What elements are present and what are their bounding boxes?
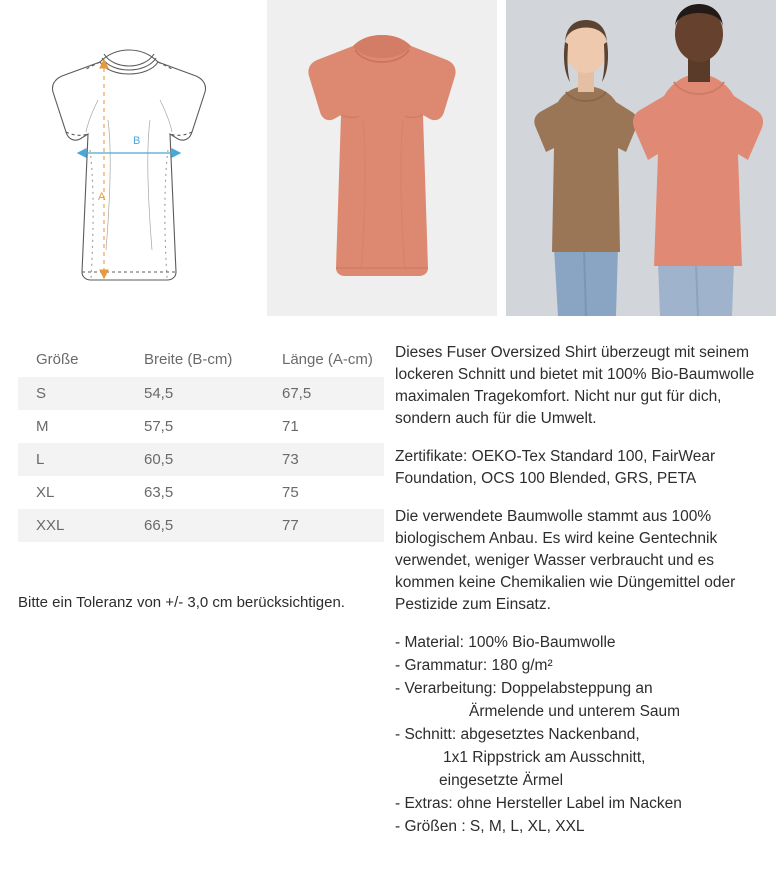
cell-length: 67,5: [264, 377, 384, 410]
column-header-length: Länge (A-cm): [264, 342, 384, 377]
description-paragraph-1: Dieses Fuser Oversized Shirt überzeugt mit seinem lockeren Schnitt und bietet mit 100% Bio-Baumwolle maximalen Tragekomfort. Nicht nur gut für dich, sondern auch für die Umwelt.: [395, 344, 755, 427]
cell-length: 73: [264, 443, 384, 476]
measure-label-a: A: [98, 191, 106, 203]
spec-extras: - Extras: ohne Hersteller Label im Nacken: [395, 794, 682, 812]
product-details-section: [0, 316, 777, 838]
cell-width: 66,5: [126, 509, 264, 542]
table-header-row: [18, 342, 384, 377]
cell-size: S: [18, 377, 126, 410]
description-certificates: Zertifikate: OEKO-Tex Standard 100, FairWear Foundation, OCS 100 Blended, GRS, PETA: [395, 448, 716, 487]
cell-length: 75: [264, 476, 384, 509]
technical-drawing-image: [0, 0, 258, 316]
cell-width: 57,5: [126, 410, 264, 443]
column-header-size: Größe: [18, 342, 126, 377]
model-photo-image: [506, 0, 776, 316]
spec-schnitt-continued-1: 1x1 Rippstrick am Ausschnitt,: [443, 748, 646, 766]
spec-groessen: - Größen : S, M, L, XL, XXL: [395, 817, 585, 835]
shirt-technical-svg: [0, 0, 258, 316]
cell-size: L: [18, 443, 126, 476]
specifications-list: [395, 632, 767, 838]
cell-size: XXL: [18, 509, 126, 542]
cell-width: 60,5: [126, 443, 264, 476]
product-image-gallery: [0, 0, 777, 316]
spec-schnitt: - Schnitt: abgesetztes Nackenband,: [395, 725, 640, 743]
table-row: [18, 410, 384, 443]
description-column: [395, 316, 777, 838]
table-row: [18, 443, 384, 476]
table-row: [18, 476, 384, 509]
cell-width: 54,5: [126, 377, 264, 410]
size-chart-column: [0, 316, 395, 838]
table-row: [18, 377, 384, 410]
spec-verarbeitung: - Verarbeitung: Doppelabsteppung an: [395, 679, 653, 697]
tolerance-note: Bitte ein Toleranz von +/- 3,0 cm berücksichtigen.: [18, 594, 345, 611]
models-wearing-shirts-svg: [506, 0, 776, 316]
spec-schnitt-continued-2: eingesetzte Ärmel: [439, 771, 564, 789]
product-photo-image: [267, 0, 497, 316]
cell-length: 71: [264, 410, 384, 443]
measure-label-b: B: [133, 135, 141, 147]
size-chart-table: [18, 342, 384, 542]
spec-material: - Material: 100% Bio-Baumwolle: [395, 634, 616, 651]
column-header-width: Breite (B-cm): [126, 342, 264, 377]
cell-size: XL: [18, 476, 126, 509]
spec-grammatur: - Grammatur: 180 g/m²: [395, 656, 553, 674]
table-row: [18, 509, 384, 542]
spec-verarbeitung-continued: Ärmelende und unterem Saum: [469, 702, 681, 720]
cell-width: 63,5: [126, 476, 264, 509]
description-paragraph-3: Die verwendete Baumwolle stammt aus 100% biologischem Anbau. Es wird keine Gentechnik verwendet, weniger Wasser verbraucht und es kommen keine Chemikalien wie Düngemittel oder Pestizide zum Einsatz.: [395, 508, 736, 613]
flat-lay-tshirt-svg: [267, 0, 497, 316]
cell-size: M: [18, 410, 126, 443]
cell-length: 77: [264, 509, 384, 542]
